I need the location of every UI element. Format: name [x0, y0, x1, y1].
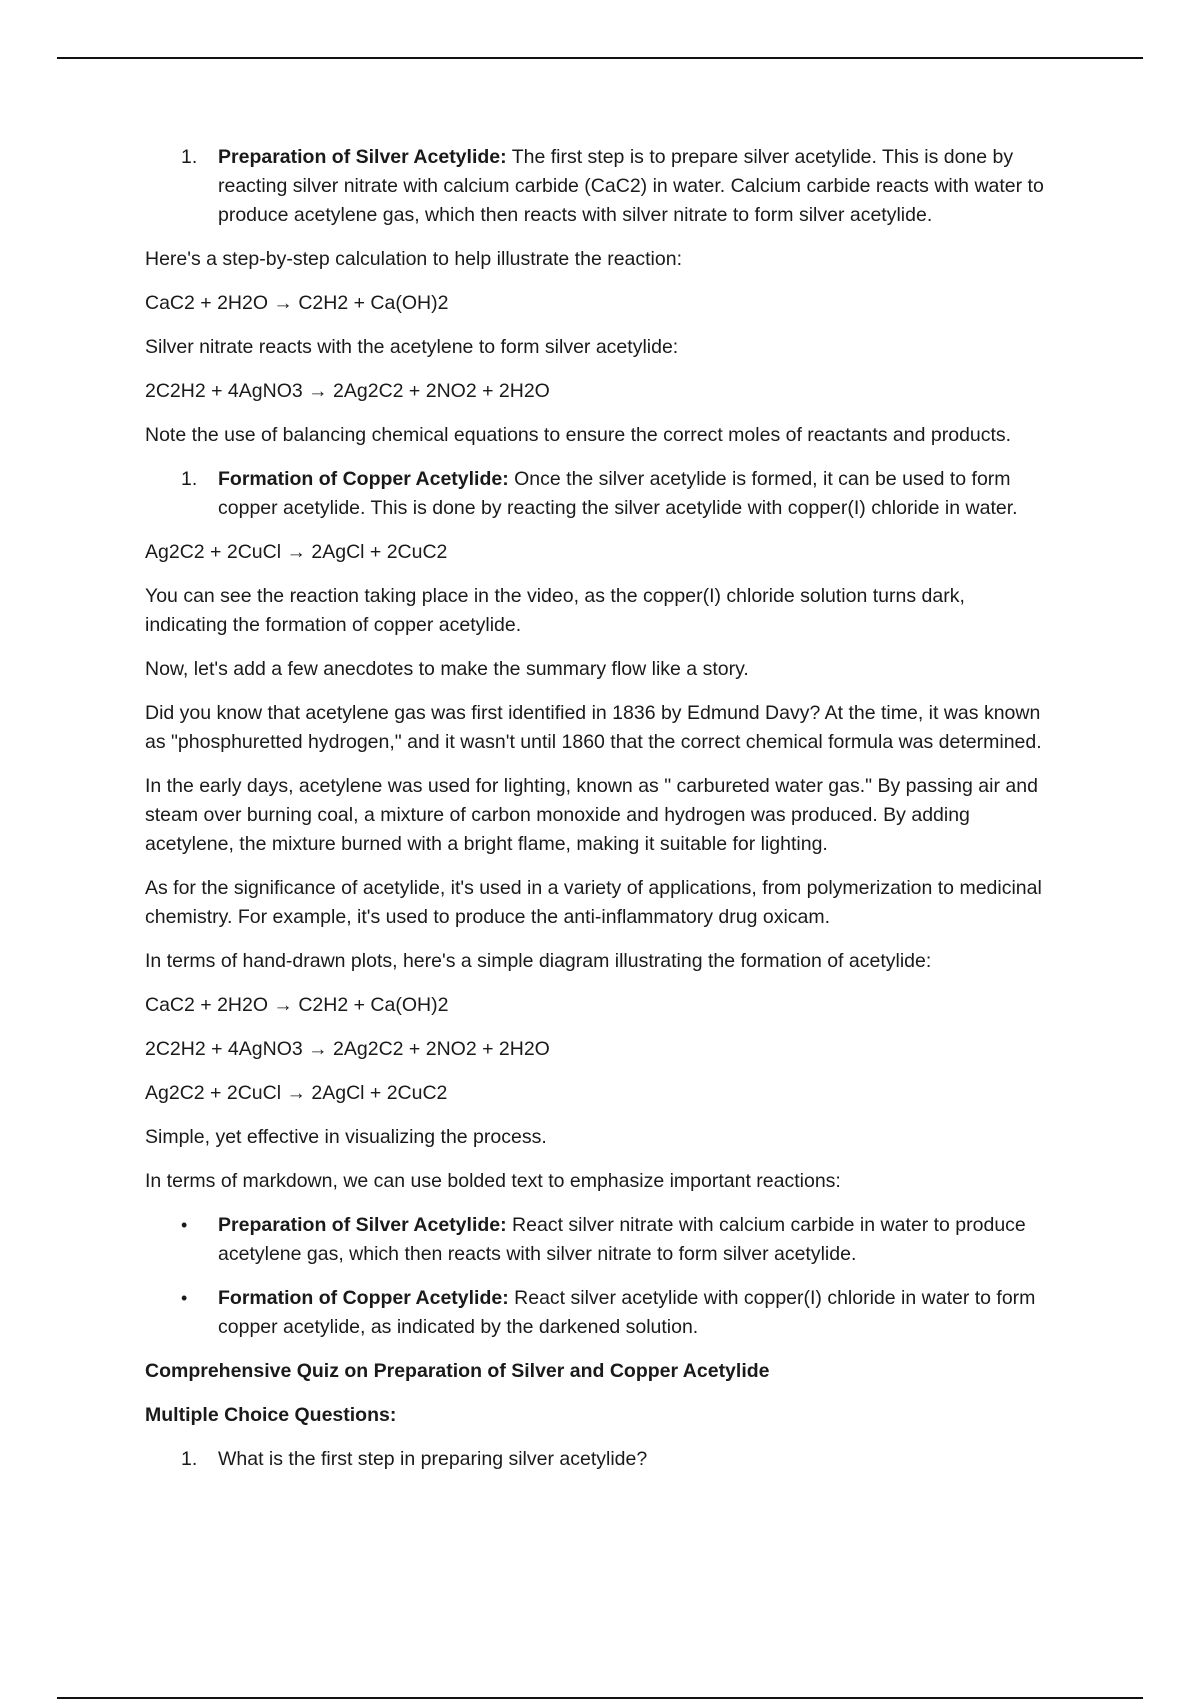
bullet-icon: •	[181, 1288, 188, 1308]
list-item	[145, 465, 1050, 523]
equation-copper-acetylide: Ag2C2 + 2CuCl → 2AgCl + 2CuC2	[145, 541, 448, 563]
paragraph-plots: In terms of hand-drawn plots, here's a simple diagram illustrating the formation of acetylide:	[145, 950, 932, 972]
footer-rule	[57, 1697, 1143, 1699]
equation-calcium-carbide: CaC2 + 2H2O → C2H2 + Ca(OH)2	[145, 292, 449, 314]
bullet-item-text	[218, 1284, 1050, 1342]
equation-diagram-3: Ag2C2 + 2CuCl → 2AgCl + 2CuC2	[145, 1082, 448, 1104]
paragraph-video: You can see the reaction taking place in the video, as the copper(I) chloride solution turns dark, indicating the formation of copper acetylide.	[145, 585, 965, 636]
equation-diagram-2: 2C2H2 + 4AgNO3 → 2Ag2C2 + 2NO2 + 2H2O	[145, 1038, 550, 1060]
paragraph-davy: Did you know that acetylene gas was first identified in 1836 by Edmund Davy? At the time, it was known as "phosphuretted hydrogen," and it wasn't until 1860 that the correct chemical formula was determined.	[145, 702, 1042, 753]
equation-diagram-1: CaC2 + 2H2O → C2H2 + Ca(OH)2	[145, 994, 449, 1016]
bullet-item-title: Formation of Copper Acetylide:	[218, 1287, 509, 1309]
list-item-title: Formation of Copper Acetylide:	[218, 468, 509, 490]
paragraph-lighting: In the early days, acetylene was used for lighting, known as " carbureted water gas." By passing air and steam over burning coal, a mixture of carbon monoxide and hydrogen was produced. By adding acetylene, the mixture burned with a bright flame, making it suitable for lighting.	[145, 775, 1038, 855]
bullet-icon: •	[181, 1215, 188, 1235]
list-item-description: Once the silver acetylide is formed, it can be used to form copper acetylide. This is done by reacting the silver acetylide with copper(I) chloride in water.	[218, 468, 1018, 519]
paragraph-balancing-note: Note the use of balancing chemical equations to ensure the correct moles of reactants and products.	[145, 424, 1012, 446]
paragraph-anecdotes: Now, let's add a few anecdotes to make the summary flow like a story.	[145, 658, 749, 680]
list-item-description: The first step is to prepare silver acetylide. This is done by reacting silver nitrate with calcium carbide (CaC2) in water. Calcium carbide reacts with water to produce acetylene gas, which then reacts with silver nitrate to form silver acetylide.	[218, 146, 1044, 226]
document-body	[145, 143, 1050, 1489]
list-number: 1.	[181, 146, 198, 168]
paragraph-simple: Simple, yet effective in visualizing the process.	[145, 1126, 547, 1148]
mcq-heading: Multiple Choice Questions:	[145, 1404, 397, 1426]
header-rule	[57, 57, 1143, 59]
paragraph-significance: As for the significance of acetylide, it's used in a variety of applications, from polymerization to medicinal chemistry. For example, it's used to produce the anti-inflammatory drug oxicam.	[145, 877, 1042, 928]
list-item-text	[218, 143, 1050, 230]
paragraph-intro-calculation: Here's a step-by-step calculation to help illustrate the reaction:	[145, 248, 683, 270]
bullet-item-title: Preparation of Silver Acetylide:	[218, 1214, 507, 1236]
paragraph-markdown: In terms of markdown, we can use bolded text to emphasize important reactions:	[145, 1170, 841, 1192]
paragraph-silver-nitrate: Silver nitrate reacts with the acetylene to form silver acetylide:	[145, 336, 679, 358]
quiz-title: Comprehensive Quiz on Preparation of Silver and Copper Acetylide	[145, 1360, 770, 1382]
list-item-title: Preparation of Silver Acetylide:	[218, 146, 507, 168]
bullet-item	[145, 1284, 1050, 1342]
list-number: 1.	[181, 468, 198, 490]
quiz-question	[145, 1445, 1050, 1474]
bullet-item	[145, 1211, 1050, 1269]
question-text: What is the first step in preparing silver acetylide?	[218, 1448, 648, 1470]
bullet-item-description: React silver acetylide with copper(I) chloride in water to form copper acetylide, as indicated by the darkened solution.	[218, 1287, 1036, 1338]
list-item	[145, 143, 1050, 230]
equation-silver-acetylide: 2C2H2 + 4AgNO3 → 2Ag2C2 + 2NO2 + 2H2O	[145, 380, 550, 402]
list-item-text	[218, 465, 1050, 523]
question-number: 1.	[181, 1448, 198, 1470]
bullet-item-text	[218, 1211, 1050, 1269]
bullet-item-description: React silver nitrate with calcium carbide in water to produce acetylene gas, which then reacts with silver nitrate to form silver acetylide.	[218, 1214, 1026, 1265]
